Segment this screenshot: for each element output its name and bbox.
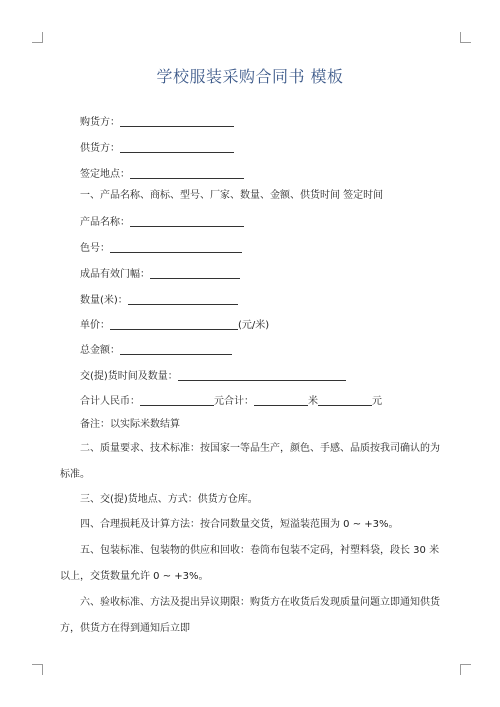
quantity-line (80, 293, 238, 308)
width-line (80, 267, 240, 282)
supplier-line (80, 141, 234, 156)
width-blank[interactable] (150, 267, 240, 279)
total-blank[interactable] (120, 343, 232, 355)
paragraph-acceptance: 六、验收标准、方法及提出异议期限：购货方在收货后发现质量问题立即通知供货方，供货方在得到通知后立即 (60, 597, 440, 634)
color-no-blank[interactable] (110, 241, 242, 253)
rmb-total-line (80, 394, 382, 409)
unit-price-blank[interactable] (110, 318, 238, 330)
paragraph-quality: 二、质量要求、技术标准：按国家一等品生产，颜色、手感、品质按我司确认的为标准。 (60, 443, 440, 480)
unit-price-line (80, 318, 269, 333)
crop-mark-top-right (460, 32, 471, 43)
crop-mark-top-left (32, 32, 43, 43)
product-name-line (80, 215, 244, 230)
delivery-label: 交(提)货时间及数量： (80, 371, 178, 382)
unit-price-label: 单价： (80, 320, 110, 331)
delivery-blank[interactable] (178, 369, 346, 381)
quantity-blank[interactable] (128, 293, 238, 305)
rmb-amount-blank[interactable] (140, 394, 214, 406)
yuan-blank[interactable] (318, 394, 372, 406)
buyer-blank[interactable] (120, 115, 234, 127)
buyer-label: 购货方： (80, 117, 120, 128)
meters-blank[interactable] (254, 394, 308, 406)
yuan-unit: 元 (372, 396, 382, 407)
quantity-label: 数量(米)： (80, 295, 128, 306)
sign-place-label: 签定地点： (80, 169, 130, 180)
section1-heading: 一、产品名称、商标、型号、厂家、数量、金额、供货时间 签定时间 (80, 190, 384, 201)
product-name-label: 产品名称： (80, 217, 130, 228)
color-no-line (80, 241, 242, 256)
note-line: 备注：以实际米数结算 (80, 419, 180, 430)
supplier-label: 供货方： (80, 143, 120, 154)
buyer-line (80, 115, 234, 130)
document-title: 学校服装采购合同书 模板 (156, 67, 344, 86)
crop-mark-bottom-right (460, 664, 471, 675)
sign-place-blank[interactable] (130, 167, 244, 179)
meters-unit: 米 (308, 396, 318, 407)
product-name-blank[interactable] (130, 215, 244, 227)
rmb-total-label: 合计人民币： (80, 396, 140, 407)
total-line (80, 343, 232, 358)
rmb-total-mid: 元合计： (214, 396, 254, 407)
delivery-line (80, 369, 346, 384)
sign-place-line (80, 167, 244, 182)
paragraph-packaging: 五、包装标准、包装物的供应和回收：卷筒布包装不定码，衬塑料袋，段长 30 米以上，交货数量允许 0 ~ +3%。 (60, 545, 440, 582)
width-label: 成品有效门幅： (80, 269, 150, 280)
total-label: 总金额： (80, 345, 120, 356)
unit-price-suffix: (元/米) (238, 320, 270, 331)
paragraph-delivery-place: 三、交(提)货地点、方式：供货方仓库。 (80, 494, 258, 505)
crop-mark-bottom-left (32, 664, 43, 675)
paragraph-loss: 四、合理损耗及计算方法：按合同数量交货，短溢装范围为 0 ~ +3%。 (80, 519, 399, 530)
supplier-blank[interactable] (120, 141, 234, 153)
color-no-label: 色号： (80, 243, 110, 254)
